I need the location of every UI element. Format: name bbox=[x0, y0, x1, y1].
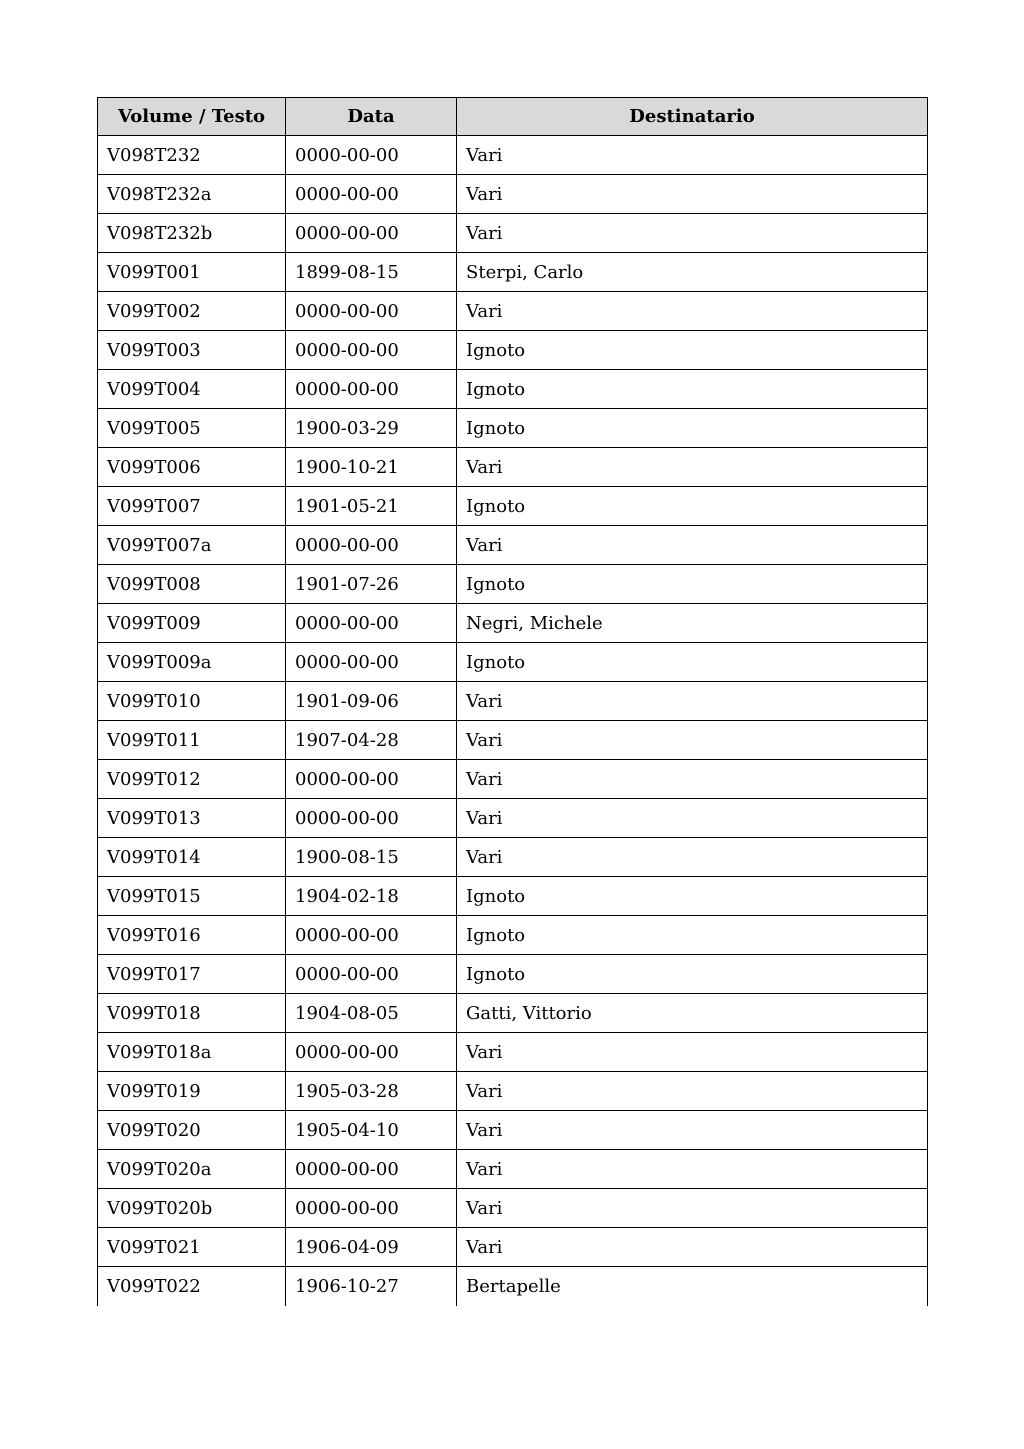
cell-date: 0000-00-00 bbox=[286, 955, 457, 994]
table-row bbox=[98, 1189, 928, 1228]
cell-date: 0000-00-00 bbox=[286, 136, 457, 175]
cell-volume: V099T005 bbox=[98, 409, 286, 448]
cell-date: 1900-08-15 bbox=[286, 838, 457, 877]
cell-volume: V099T021 bbox=[98, 1228, 286, 1267]
cell-recipient: Ignoto bbox=[457, 487, 928, 526]
cell-recipient: Vari bbox=[457, 1150, 928, 1189]
cell-date: 0000-00-00 bbox=[286, 370, 457, 409]
cell-recipient: Vari bbox=[457, 1228, 928, 1267]
document-page bbox=[97, 97, 927, 1306]
cell-recipient: Vari bbox=[457, 448, 928, 487]
cell-volume: V099T006 bbox=[98, 448, 286, 487]
table-row bbox=[98, 487, 928, 526]
cell-volume: V099T022 bbox=[98, 1267, 286, 1306]
cell-volume: V099T020a bbox=[98, 1150, 286, 1189]
cell-volume: V099T018a bbox=[98, 1033, 286, 1072]
cell-volume: V099T009 bbox=[98, 604, 286, 643]
cell-date: 0000-00-00 bbox=[286, 1033, 457, 1072]
table-row bbox=[98, 136, 928, 175]
table-row bbox=[98, 526, 928, 565]
cell-recipient: Vari bbox=[457, 1189, 928, 1228]
letters-table bbox=[97, 97, 928, 1306]
cell-volume: V099T019 bbox=[98, 1072, 286, 1111]
table-row bbox=[98, 1033, 928, 1072]
cell-date: 1900-03-29 bbox=[286, 409, 457, 448]
table-row bbox=[98, 1150, 928, 1189]
cell-date: 0000-00-00 bbox=[286, 292, 457, 331]
cell-recipient: Ignoto bbox=[457, 331, 928, 370]
cell-volume: V099T017 bbox=[98, 955, 286, 994]
cell-volume: V099T007a bbox=[98, 526, 286, 565]
table-row bbox=[98, 877, 928, 916]
cell-date: 1901-07-26 bbox=[286, 565, 457, 604]
table-row bbox=[98, 916, 928, 955]
table-body bbox=[98, 136, 928, 1306]
cell-date: 0000-00-00 bbox=[286, 331, 457, 370]
cell-volume: V099T015 bbox=[98, 877, 286, 916]
column-header-recipient: Destinatario bbox=[457, 98, 928, 136]
cell-date: 1905-04-10 bbox=[286, 1111, 457, 1150]
cell-recipient: Gatti, Vittorio bbox=[457, 994, 928, 1033]
cell-date: 1907-04-28 bbox=[286, 721, 457, 760]
table-row bbox=[98, 253, 928, 292]
cell-volume: V099T014 bbox=[98, 838, 286, 877]
cell-volume: V099T003 bbox=[98, 331, 286, 370]
cell-volume: V099T013 bbox=[98, 799, 286, 838]
cell-date: 0000-00-00 bbox=[286, 799, 457, 838]
cell-volume: V099T011 bbox=[98, 721, 286, 760]
cell-date: 1906-04-09 bbox=[286, 1228, 457, 1267]
cell-volume: V099T020 bbox=[98, 1111, 286, 1150]
cell-date: 1899-08-15 bbox=[286, 253, 457, 292]
cell-recipient: Vari bbox=[457, 1033, 928, 1072]
cell-date: 1901-05-21 bbox=[286, 487, 457, 526]
cell-recipient: Vari bbox=[457, 526, 928, 565]
cell-date: 0000-00-00 bbox=[286, 1189, 457, 1228]
cell-recipient: Vari bbox=[457, 292, 928, 331]
cell-recipient: Ignoto bbox=[457, 565, 928, 604]
cell-recipient: Sterpi, Carlo bbox=[457, 253, 928, 292]
cell-volume: V099T012 bbox=[98, 760, 286, 799]
table-row bbox=[98, 643, 928, 682]
cell-recipient: Vari bbox=[457, 214, 928, 253]
table-row bbox=[98, 331, 928, 370]
cell-recipient: Vari bbox=[457, 682, 928, 721]
cell-date: 0000-00-00 bbox=[286, 916, 457, 955]
cell-volume: V099T002 bbox=[98, 292, 286, 331]
table-row bbox=[98, 721, 928, 760]
table-row bbox=[98, 1111, 928, 1150]
cell-volume: V099T004 bbox=[98, 370, 286, 409]
cell-volume: V099T008 bbox=[98, 565, 286, 604]
cell-date: 0000-00-00 bbox=[286, 175, 457, 214]
cell-recipient: Ignoto bbox=[457, 643, 928, 682]
cell-volume: V098T232b bbox=[98, 214, 286, 253]
table-row bbox=[98, 994, 928, 1033]
cell-date: 0000-00-00 bbox=[286, 643, 457, 682]
cell-recipient: Ignoto bbox=[457, 955, 928, 994]
cell-recipient: Vari bbox=[457, 721, 928, 760]
cell-volume: V099T009a bbox=[98, 643, 286, 682]
cell-recipient: Ignoto bbox=[457, 409, 928, 448]
cell-recipient: Vari bbox=[457, 175, 928, 214]
table-row bbox=[98, 760, 928, 799]
cell-volume: V099T016 bbox=[98, 916, 286, 955]
cell-date: 1905-03-28 bbox=[286, 1072, 457, 1111]
table-row bbox=[98, 175, 928, 214]
cell-volume: V099T018 bbox=[98, 994, 286, 1033]
cell-date: 0000-00-00 bbox=[286, 760, 457, 799]
cell-recipient: Vari bbox=[457, 838, 928, 877]
table-row bbox=[98, 448, 928, 487]
cell-volume: V098T232 bbox=[98, 136, 286, 175]
cell-date: 1901-09-06 bbox=[286, 682, 457, 721]
table-row bbox=[98, 1267, 928, 1306]
cell-date: 1904-08-05 bbox=[286, 994, 457, 1033]
table-row bbox=[98, 565, 928, 604]
table-row bbox=[98, 838, 928, 877]
table-header-row bbox=[98, 98, 928, 136]
cell-recipient: Bertapelle bbox=[457, 1267, 928, 1306]
cell-recipient: Vari bbox=[457, 799, 928, 838]
column-header-volume: Volume / Testo bbox=[98, 98, 286, 136]
cell-date: 1904-02-18 bbox=[286, 877, 457, 916]
cell-date: 0000-00-00 bbox=[286, 604, 457, 643]
cell-volume: V099T001 bbox=[98, 253, 286, 292]
cell-date: 0000-00-00 bbox=[286, 214, 457, 253]
cell-volume: V099T020b bbox=[98, 1189, 286, 1228]
cell-date: 1900-10-21 bbox=[286, 448, 457, 487]
table-row bbox=[98, 1072, 928, 1111]
cell-recipient: Negri, Michele bbox=[457, 604, 928, 643]
cell-recipient: Ignoto bbox=[457, 370, 928, 409]
cell-volume: V098T232a bbox=[98, 175, 286, 214]
table-row bbox=[98, 799, 928, 838]
table-row bbox=[98, 409, 928, 448]
table-row bbox=[98, 292, 928, 331]
table-row bbox=[98, 1228, 928, 1267]
cell-recipient: Vari bbox=[457, 760, 928, 799]
cell-recipient: Ignoto bbox=[457, 877, 928, 916]
cell-date: 0000-00-00 bbox=[286, 526, 457, 565]
table-row bbox=[98, 370, 928, 409]
column-header-date: Data bbox=[286, 98, 457, 136]
cell-date: 1906-10-27 bbox=[286, 1267, 457, 1306]
table-row bbox=[98, 214, 928, 253]
cell-volume: V099T007 bbox=[98, 487, 286, 526]
table-row bbox=[98, 604, 928, 643]
cell-recipient: Ignoto bbox=[457, 916, 928, 955]
table-row bbox=[98, 955, 928, 994]
cell-volume: V099T010 bbox=[98, 682, 286, 721]
cell-recipient: Vari bbox=[457, 136, 928, 175]
cell-recipient: Vari bbox=[457, 1111, 928, 1150]
table-row bbox=[98, 682, 928, 721]
cell-date: 0000-00-00 bbox=[286, 1150, 457, 1189]
cell-recipient: Vari bbox=[457, 1072, 928, 1111]
